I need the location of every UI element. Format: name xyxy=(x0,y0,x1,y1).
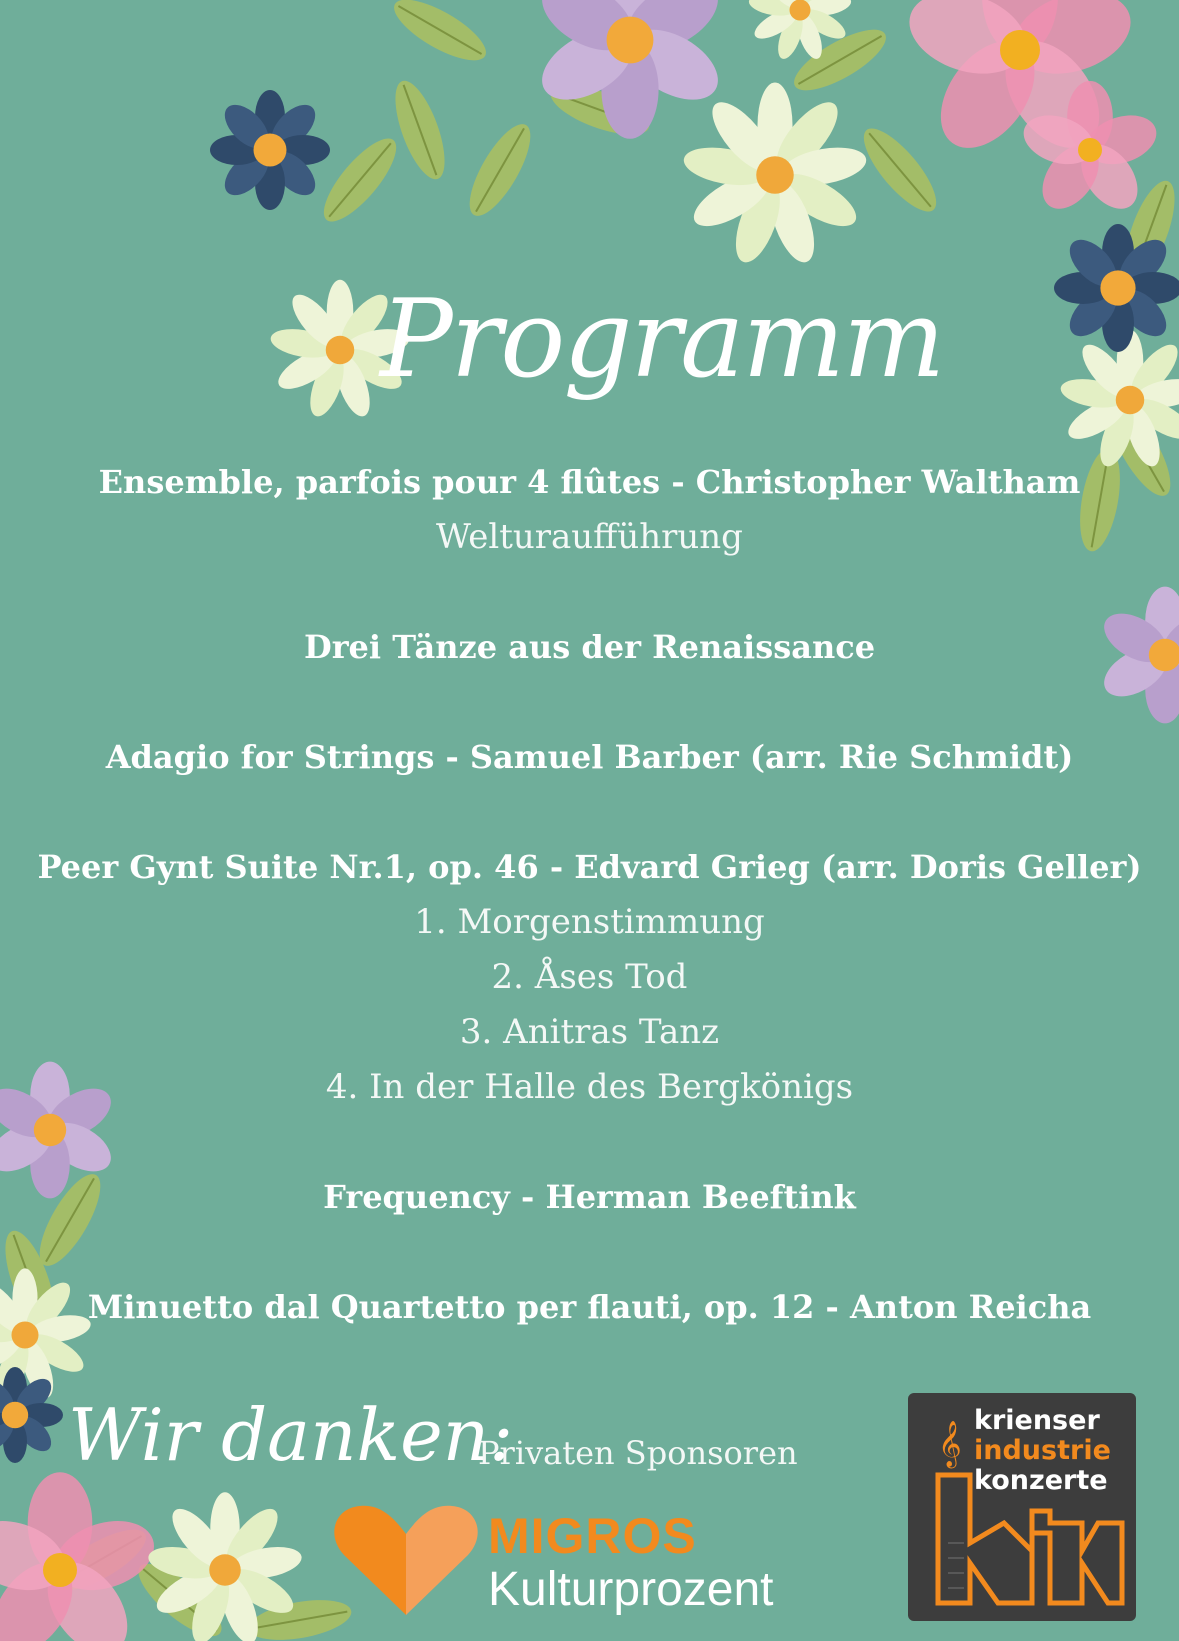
sponsor-text: Privaten Sponsoren xyxy=(478,1434,798,1472)
kik-logo xyxy=(908,1393,1136,1621)
program-spacer xyxy=(0,565,1179,620)
program-piece: Minuetto dal Quartetto per flauti, op. 12 - Anton Reicha xyxy=(87,1288,1092,1326)
program-subitem: Welturaufführung xyxy=(436,517,743,557)
kik-line-2: industrie xyxy=(974,1435,1111,1466)
program-piece: Ensemble, parfois pour 4 flûtes - Christopher Waltham xyxy=(98,463,1081,501)
thanks-heading: Wir danken: xyxy=(68,1393,514,1477)
program-list xyxy=(0,455,1179,1335)
program-subitem: 3. Anitras Tanz xyxy=(459,1012,720,1052)
program-subitem: 1. Morgenstimmung xyxy=(414,902,765,942)
program-spacer xyxy=(0,1225,1179,1280)
program-piece: Frequency - Herman Beeftink xyxy=(323,1178,856,1216)
kik-line-3: konzerte xyxy=(974,1465,1108,1496)
migros-wordmark: MIGROS xyxy=(488,1508,697,1564)
kulturprozent-wordmark: Kulturprozent xyxy=(488,1563,774,1616)
program-subitem: 2. Åses Tod xyxy=(491,957,688,997)
program-subitem: 4. In der Halle des Bergkönigs xyxy=(325,1067,854,1107)
program-spacer xyxy=(0,675,1179,730)
migros-heart-logo xyxy=(326,1500,486,1620)
program-piece: Peer Gynt Suite Nr.1, op. 46 - Edvard Grieg (arr. Doris Geller) xyxy=(37,848,1142,886)
program-spacer xyxy=(0,785,1179,840)
kik-line-1: krienser xyxy=(974,1405,1100,1436)
program-piece: Drei Tänze aus der Renaissance xyxy=(303,628,876,666)
svg-text:𝄞: 𝄞 xyxy=(938,1421,962,1467)
program-piece: Adagio for Strings - Samuel Barber (arr. Rie Schmidt) xyxy=(105,738,1074,776)
page-title: Programm xyxy=(380,277,944,402)
program-spacer xyxy=(0,1115,1179,1170)
